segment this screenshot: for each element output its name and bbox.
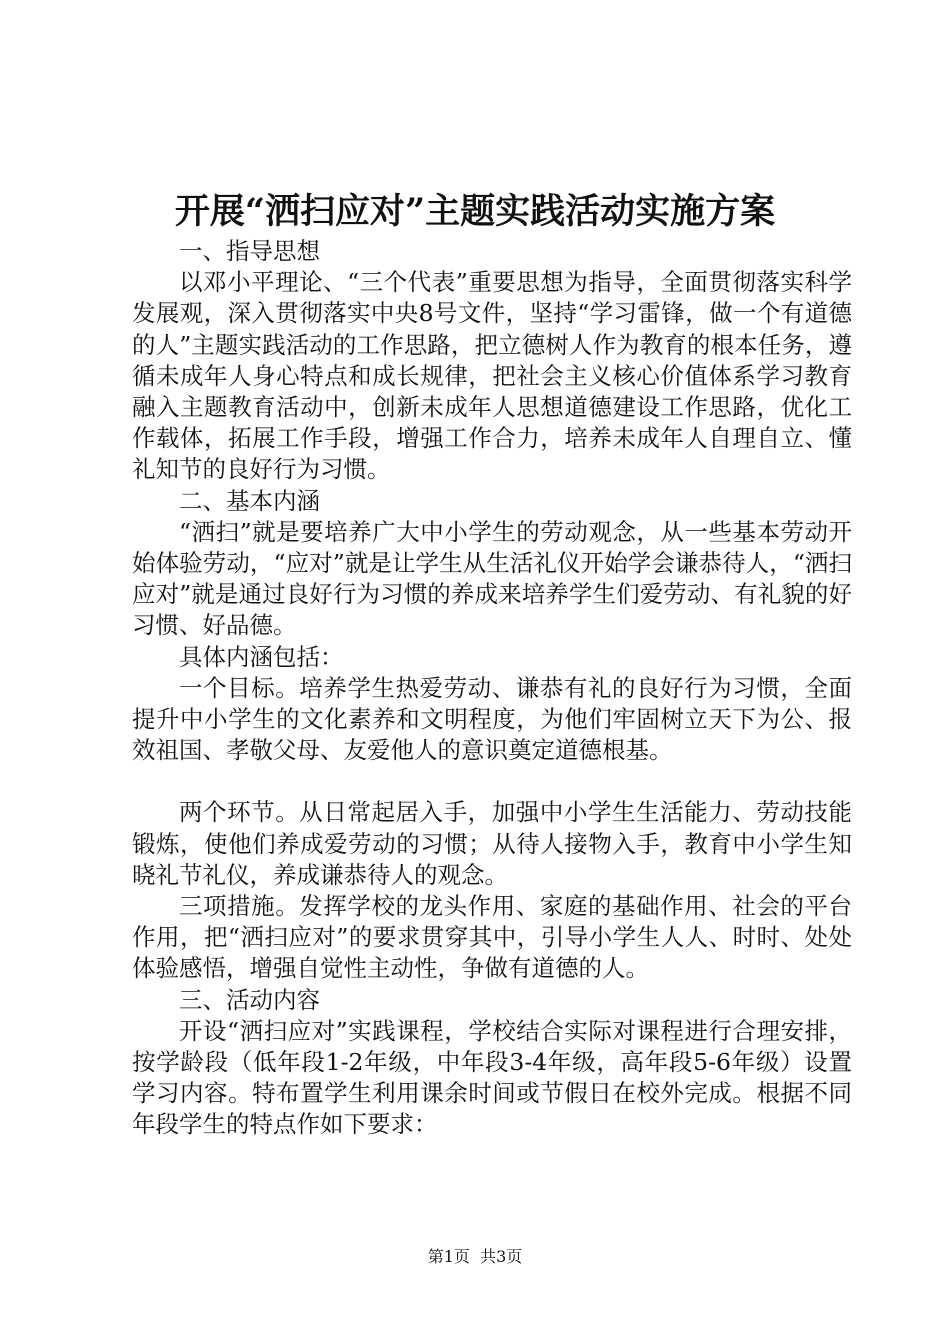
paragraph: 开设“洒扫应对”实践课程，学校结合实际对课程进行合理安排，按学龄段（低年段1-2年级，中年段3-4年级，高年段5-6年级）设置学习内容。特布置学生利用课余时间或节假日在校外完成。根据不同年段学生的特点作如下要求： xyxy=(132,1016,852,1139)
section-heading: 一、指导思想 xyxy=(179,237,320,265)
document-body xyxy=(132,236,852,1141)
paragraph: 具体内涵包括： xyxy=(179,642,344,671)
paragraph: “洒扫”就是要培养广大中小学生的劳动观念，从一些基本劳动开始体验劳动，“应对”就是让学生从生活礼仪开始学会谦恭待人，“洒扫应对”就是通过良好行为习惯的养成来培养学生们爱劳动、有礼貌的好习惯、好品德。 xyxy=(132,517,852,640)
paragraph: 一个目标。培养学生热爱劳动、谦恭有礼的良好行为习惯，全面提升中小学生的文化素养和文明程度，为他们牢固树立天下为公、报效祖国、孝敬父母、友爱他人的意识奠定道德根基。 xyxy=(132,673,852,765)
paragraph: 两个环节。从日常起居入手，加强中小学生生活能力、劳动技能锻炼，使他们养成爱劳动的习惯；从待人接物入手，教育中小学生知晓礼节礼仪，养成谦恭待人的观念。 xyxy=(132,798,852,889)
section-heading: 二、基本内涵 xyxy=(179,486,320,515)
paragraph: 三项措施。发挥学校的龙头作用、家庭的基础作用、社会的平台作用，把“洒扫应对”的要求贯穿其中，引导小学生人人、时时、处处体验感悟，增强自觉性主动性，争做有道德的人。 xyxy=(132,892,852,983)
document-title: 开展“洒扫应对”主题实践活动实施方案 xyxy=(174,191,776,232)
section-heading: 三、活动内容 xyxy=(179,985,320,1014)
paragraph: 以邓小平理论、“三个代表”重要思想为指导，全面贯彻落实科学发展观，深入贯彻落实中央8号文件，坚持“学习雷锋，做一个有道德的人”主题实践活动的工作思路，把立德树人作为教育的根本任务，遵循未成年人身心特点和成长规律，把社会主义核心价值体系学习教育融入主题教育活动中，创新未成年人思想道德建设工作思路，优化工作载体，拓展工作手段，增强工作合力，培养未成年人自理自立、懂礼知节的良好行为习惯。 xyxy=(132,268,852,484)
page-footer: 第1页 共3页 xyxy=(427,1247,523,1266)
